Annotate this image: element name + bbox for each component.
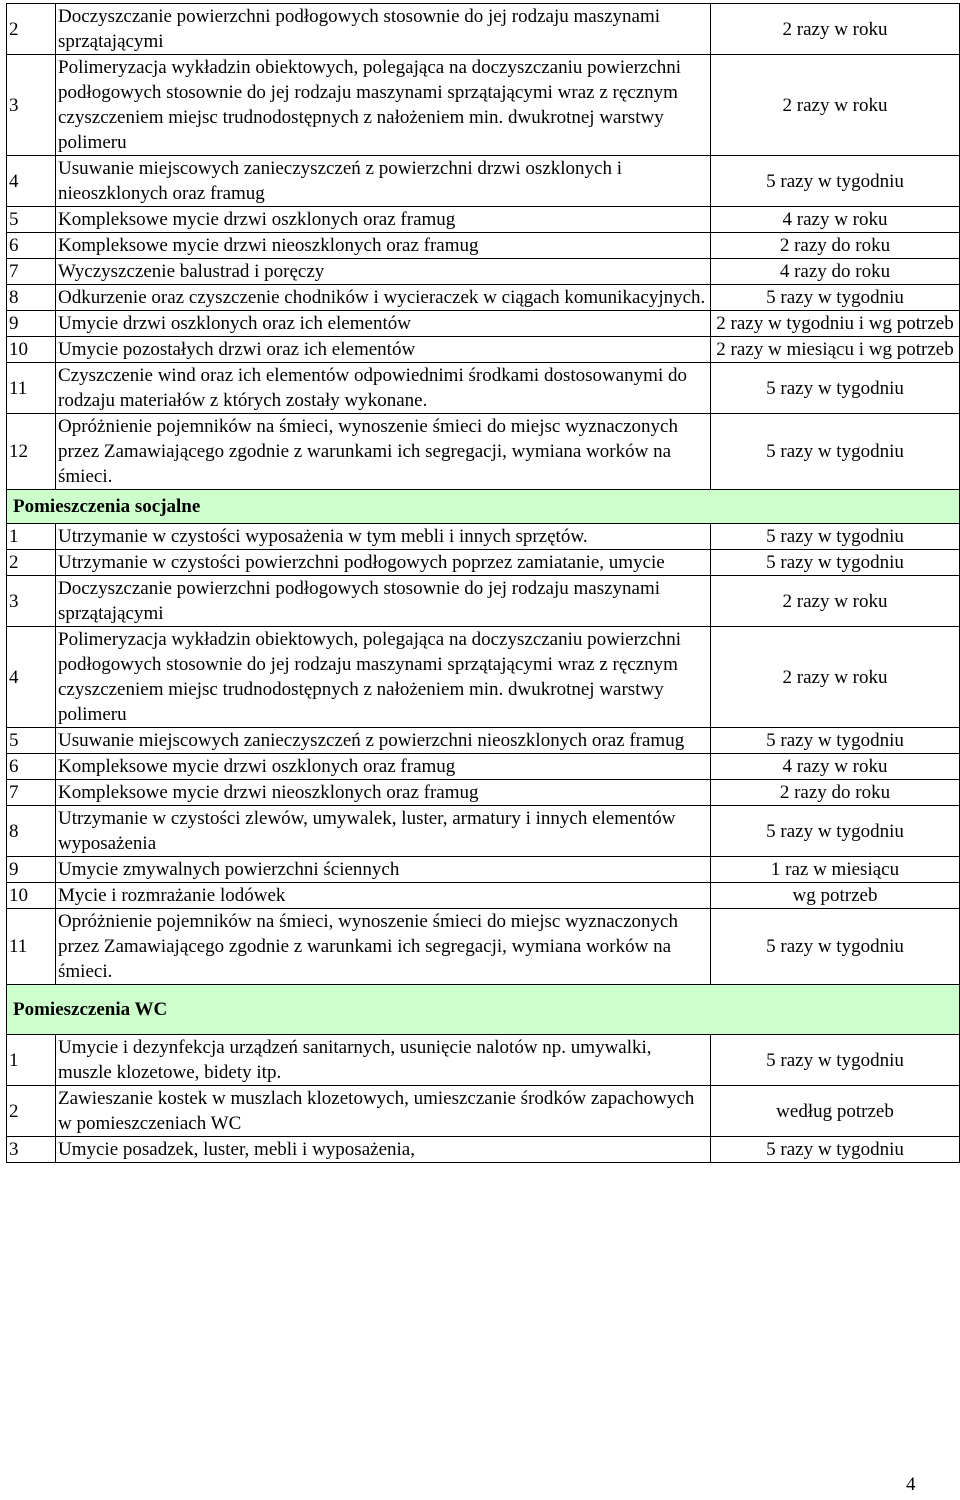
task-frequency: 5 razy w tygodniu: [711, 363, 960, 414]
task-frequency: wg potrzeb: [711, 883, 960, 909]
task-description: Polimeryzacja wykładzin obiektowych, polegająca na doczyszczaniu powierzchni podłogowych stosownie do jej rodzaju maszynami sprzątającymi wraz z ręcznym czyszczeniem miejsc trudnodostępnych z nałożeniem min. dwukrotnej warstwy polimeru: [56, 55, 711, 156]
task-description: Wyczyszczenie balustrad i poręczy: [56, 259, 711, 285]
section-title: [7, 985, 960, 1035]
task-description: Utrzymanie w czystości powierzchni podłogowych poprzez zamiatanie, umycie: [56, 550, 711, 576]
task-frequency: 4 razy w roku: [711, 207, 960, 233]
table-row: [7, 4, 960, 55]
task-description: Kompleksowe mycie drzwi oszklonych oraz framug: [56, 207, 711, 233]
table-row: [7, 1035, 960, 1086]
row-number: 11: [7, 909, 56, 985]
row-number: 4: [7, 156, 56, 207]
table-row: [7, 207, 960, 233]
task-description: Umycie pozostałych drzwi oraz ich elementów: [56, 337, 711, 363]
task-description: Doczyszczanie powierzchni podłogowych stosownie do jej rodzaju maszynami sprzątającymi: [56, 576, 711, 627]
row-number: 8: [7, 806, 56, 857]
section-socjalne: [7, 490, 960, 985]
table-row: [7, 285, 960, 311]
task-frequency: 5 razy w tygodniu: [711, 1137, 960, 1163]
row-number: 4: [7, 627, 56, 728]
table-row: [7, 883, 960, 909]
task-description: Kompleksowe mycie drzwi oszklonych oraz framug: [56, 754, 711, 780]
row-number: 10: [7, 337, 56, 363]
task-description: Zawieszanie kostek w muszlach klozetowych, umieszczanie środków zapachowych w pomieszczeniach WC: [56, 1086, 711, 1137]
table-row: [7, 233, 960, 259]
table-row: [7, 806, 960, 857]
task-description: Umycie i dezynfekcja urządzeń sanitarnych, usunięcie nalotów np. umywalki, muszle klozetowe, bidety itp.: [56, 1035, 711, 1086]
task-frequency: 1 raz w miesiącu: [711, 857, 960, 883]
section-title-text: Pomieszczenia WC: [13, 999, 168, 1020]
task-frequency: 2 razy do roku: [711, 233, 960, 259]
row-number: 8: [7, 285, 56, 311]
task-description: Utrzymanie w czystości wyposażenia w tym mebli i innych sprzętów.: [56, 524, 711, 550]
row-number: 12: [7, 414, 56, 490]
table-row: [7, 363, 960, 414]
section-wc: [7, 985, 960, 1163]
task-description: Mycie i rozmrażanie lodówek: [56, 883, 711, 909]
row-number: 7: [7, 780, 56, 806]
table-row: [7, 857, 960, 883]
task-description: Utrzymanie w czystości zlewów, umywalek, luster, armatury i innych elementów wyposażenia: [56, 806, 711, 857]
section-header: [7, 985, 960, 1035]
task-frequency: 5 razy w tygodniu: [711, 550, 960, 576]
task-description: Usuwanie miejscowych zanieczyszczeń z powierzchni drzwi oszklonych i nieoszklonych oraz framug: [56, 156, 711, 207]
task-frequency: 2 razy w roku: [711, 4, 960, 55]
row-number: 10: [7, 883, 56, 909]
section-header: [7, 490, 960, 524]
task-frequency: 2 razy do roku: [711, 780, 960, 806]
task-frequency: 5 razy w tygodniu: [711, 728, 960, 754]
task-frequency: 4 razy w roku: [711, 754, 960, 780]
row-number: 2: [7, 550, 56, 576]
row-number: 6: [7, 754, 56, 780]
table-row: [7, 1086, 960, 1137]
task-description: Umycie zmywalnych powierzchni ściennych: [56, 857, 711, 883]
task-description: Doczyszczanie powierzchni podłogowych stosownie do jej rodzaju maszynami sprzątającymi: [56, 4, 711, 55]
task-description: Polimeryzacja wykładzin obiektowych, polegająca na doczyszczaniu powierzchni podłogowych stosownie do jej rodzaju maszynami sprzątającymi wraz z ręcznym czyszczeniem miejsc trudnodostępnych z nałożeniem min. dwukrotnej warstwy polimeru: [56, 627, 711, 728]
row-number: 3: [7, 55, 56, 156]
row-number: 11: [7, 363, 56, 414]
table-row: [7, 156, 960, 207]
table-row: [7, 728, 960, 754]
table-row: [7, 550, 960, 576]
row-number: 3: [7, 1137, 56, 1163]
table-row: [7, 780, 960, 806]
table-row: [7, 524, 960, 550]
task-description: Umycie posadzek, luster, mebli i wyposażenia,: [56, 1137, 711, 1163]
section-top: [7, 4, 960, 490]
task-frequency: 5 razy w tygodniu: [711, 156, 960, 207]
table-row: [7, 414, 960, 490]
task-description: Kompleksowe mycie drzwi nieoszklonych oraz framug: [56, 233, 711, 259]
row-number: 9: [7, 857, 56, 883]
row-number: 5: [7, 728, 56, 754]
task-frequency: 2 razy w miesiącu i wg potrzeb: [711, 337, 960, 363]
task-frequency: 2 razy w roku: [711, 576, 960, 627]
row-number: 1: [7, 1035, 56, 1086]
row-number: 3: [7, 576, 56, 627]
task-frequency: według potrzeb: [711, 1086, 960, 1137]
row-number: 2: [7, 4, 56, 55]
task-frequency: 5 razy w tygodniu: [711, 285, 960, 311]
table-row: [7, 576, 960, 627]
task-description: Kompleksowe mycie drzwi nieoszklonych oraz framug: [56, 780, 711, 806]
task-description: Opróżnienie pojemników na śmieci, wynoszenie śmieci do miejsc wyznaczonych przez Zamawiającego zgodnie z warunkami ich segregacji, wymiana worków na śmieci.: [56, 909, 711, 985]
task-frequency: 5 razy w tygodniu: [711, 806, 960, 857]
task-frequency: 5 razy w tygodniu: [711, 524, 960, 550]
task-frequency: 2 razy w roku: [711, 55, 960, 156]
table-row: [7, 627, 960, 728]
row-number: 5: [7, 207, 56, 233]
table-row: [7, 311, 960, 337]
task-description: Opróżnienie pojemników na śmieci, wynoszenie śmieci do miejsc wyznaczonych przez Zamawiającego zgodnie z warunkami ich segregacji, wymiana worków na śmieci.: [56, 414, 711, 490]
table-row: [7, 55, 960, 156]
task-description: Odkurzenie oraz czyszczenie chodników i wycieraczek w ciągach komunikacyjnych.: [56, 285, 711, 311]
page-number: 4: [906, 1474, 916, 1495]
row-number: 7: [7, 259, 56, 285]
task-description: Czyszczenie wind oraz ich elementów odpowiednimi środkami dostosowanymi do rodzaju materiałów z których zostały wykonane.: [56, 363, 711, 414]
table-row: [7, 1137, 960, 1163]
task-frequency: 5 razy w tygodniu: [711, 909, 960, 985]
task-description: Umycie drzwi oszklonych oraz ich elementów: [56, 311, 711, 337]
row-number: 2: [7, 1086, 56, 1137]
table-row: [7, 259, 960, 285]
table-row: [7, 754, 960, 780]
section-title-text: Pomieszczenia socjalne: [13, 496, 201, 517]
task-frequency: 2 razy w tygodniu i wg potrzeb: [711, 311, 960, 337]
task-frequency: 5 razy w tygodniu: [711, 1035, 960, 1086]
section-title: [7, 490, 960, 524]
task-frequency: 4 razy do roku: [711, 259, 960, 285]
task-frequency: 5 razy w tygodniu: [711, 414, 960, 490]
row-number: 1: [7, 524, 56, 550]
table-row: [7, 337, 960, 363]
row-number: 6: [7, 233, 56, 259]
cleaning-schedule-table: [6, 3, 960, 1163]
table-row: [7, 909, 960, 985]
task-description: Usuwanie miejscowych zanieczyszczeń z powierzchni nieoszklonych oraz framug: [56, 728, 711, 754]
row-number: 9: [7, 311, 56, 337]
task-frequency: 2 razy w roku: [711, 627, 960, 728]
